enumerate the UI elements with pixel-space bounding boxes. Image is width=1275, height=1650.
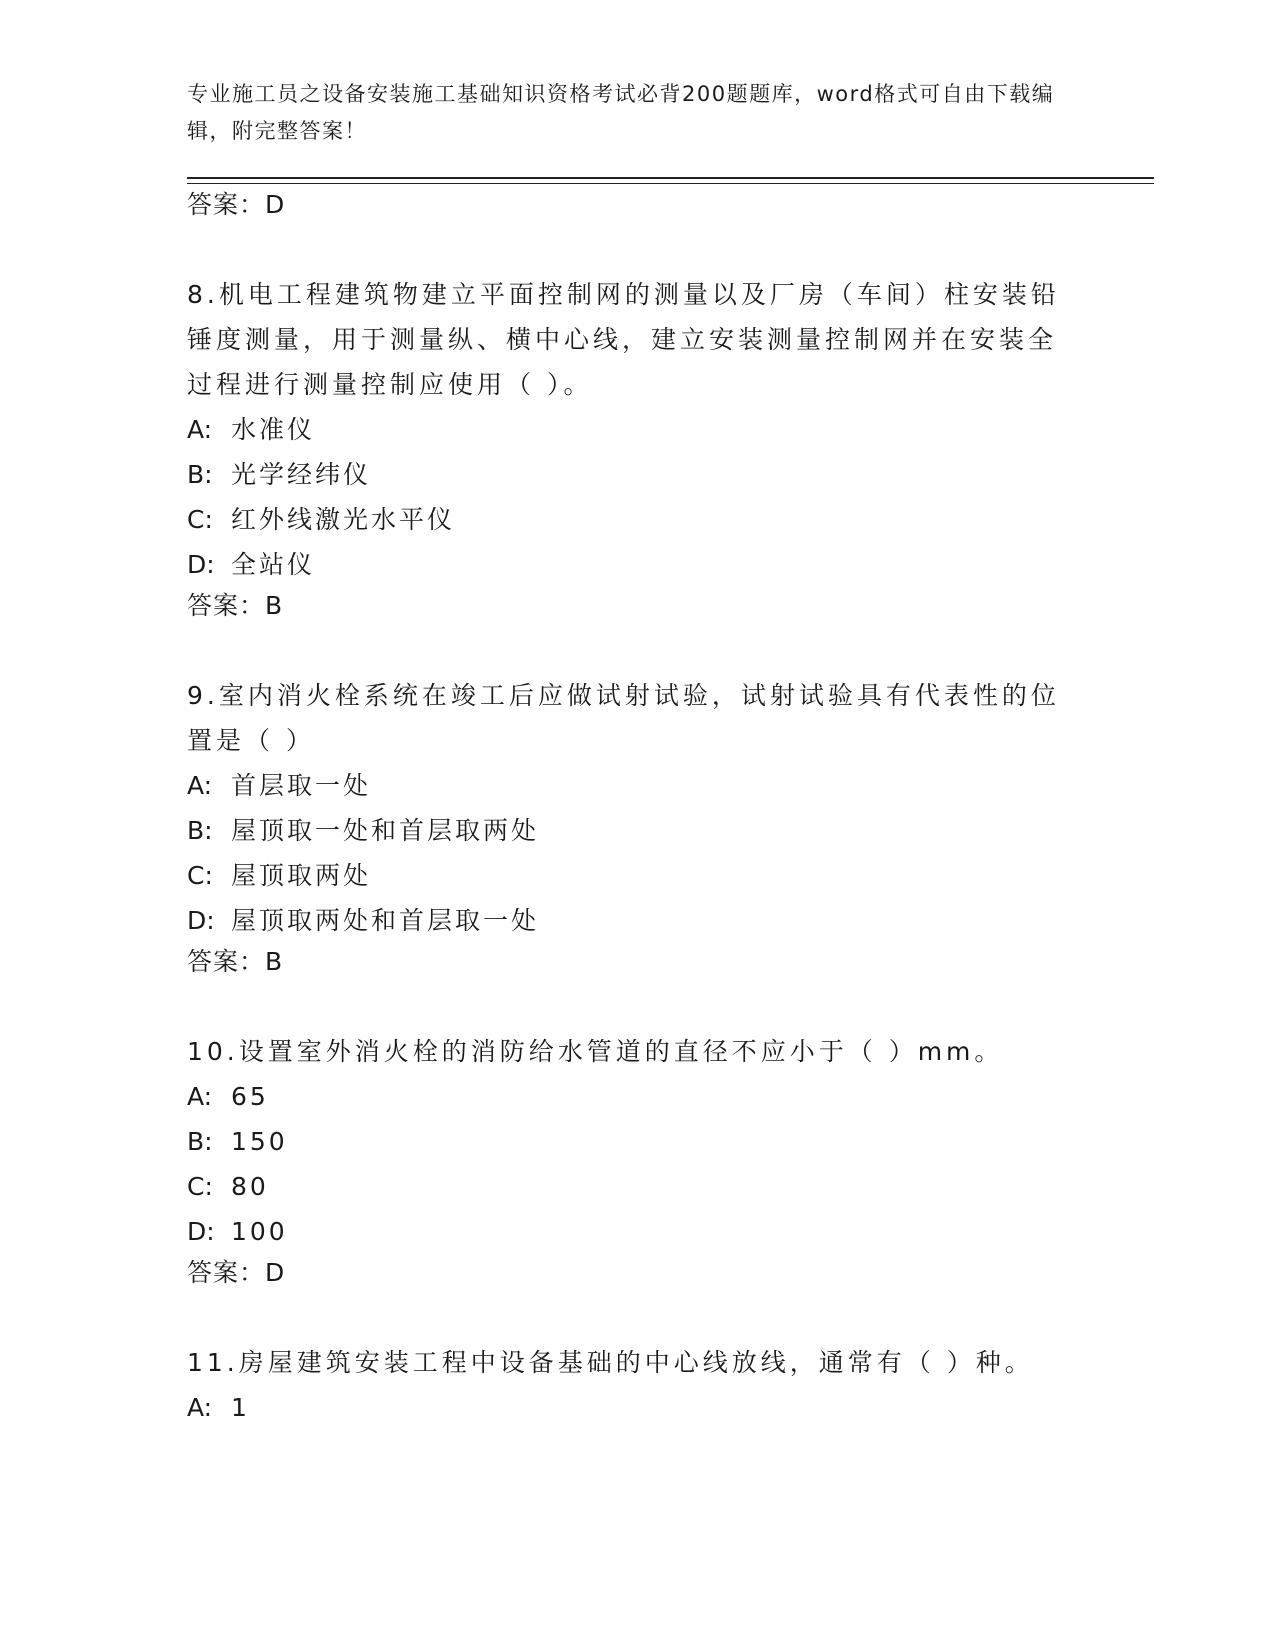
option-label: C:: [187, 861, 213, 890]
option-label: A:: [187, 771, 213, 800]
option-text: 红外线激光水平仪: [231, 505, 456, 534]
header-divider: [187, 177, 1154, 179]
option-c: [187, 497, 1087, 542]
option-c: [187, 853, 1087, 898]
option-c: [187, 1164, 1087, 1209]
option-text: 65: [231, 1082, 269, 1111]
option-label: D:: [187, 1217, 215, 1246]
option-text: 屋顶取两处和首层取一处: [231, 906, 540, 935]
question-text: 8.机电工程建筑物建立平面控制网的测量以及厂房（车间）柱安装铅锤度测量，用于测量纵、横中心线，建立安装测量控制网并在安装全过程进行测量控制应使用（ ）。: [187, 280, 1060, 399]
option-d: [187, 1209, 1087, 1254]
question-block: [187, 1340, 1087, 1430]
option-text: 1: [231, 1393, 250, 1422]
question-text: 11.房屋建筑安装工程中设备基础的中心线放线，通常有（ ）种。: [187, 1348, 1034, 1377]
answer-line: 答案：D: [187, 190, 286, 219]
option-text: 屋顶取两处: [231, 861, 372, 890]
option-a: [187, 1074, 1087, 1119]
answer-line: 答案：D: [187, 1258, 286, 1287]
option-label: A:: [187, 1393, 213, 1422]
question-block: [187, 1029, 1087, 1292]
option-label: A:: [187, 1082, 213, 1111]
option-label: C:: [187, 505, 213, 534]
option-label: D:: [187, 906, 215, 935]
option-label: B:: [187, 460, 213, 489]
option-a: [187, 407, 1087, 452]
option-label: C:: [187, 1172, 213, 1201]
option-label: D:: [187, 550, 215, 579]
option-b: [187, 1119, 1087, 1164]
option-label: B:: [187, 1127, 213, 1156]
option-b: [187, 808, 1087, 853]
option-label: A:: [187, 415, 213, 444]
option-d: [187, 542, 1087, 587]
header-divider-thin: [187, 183, 1154, 184]
option-text: 水准仪: [231, 415, 316, 444]
option-text: 首层取一处: [231, 771, 372, 800]
option-a: [187, 1385, 1087, 1430]
option-text: 光学经纬仪: [231, 460, 372, 489]
question-list: [187, 190, 1087, 1430]
option-a: [187, 763, 1087, 808]
option-text: 150: [231, 1127, 288, 1156]
document-header: 专业施工员之设备安装施工基础知识资格考试必背200题题库，word格式可自由下载编辑，附完整答案！: [187, 82, 1055, 143]
question-text: 10.设置室外消火栓的消防给水管道的直径不应小于（ ）mm。: [187, 1037, 1004, 1066]
question-block: [187, 272, 1087, 625]
option-text: 屋顶取一处和首层取两处: [231, 816, 540, 845]
option-text: 全站仪: [231, 550, 316, 579]
option-text: 80: [231, 1172, 269, 1201]
answer-line: 答案：B: [187, 591, 284, 620]
option-text: 100: [231, 1217, 288, 1246]
question-block: [187, 673, 1087, 981]
option-b: [187, 452, 1087, 497]
option-d: [187, 898, 1087, 943]
question-text: 9.室内消火栓系统在竣工后应做试射试验，试射试验具有代表性的位置是（ ）: [187, 681, 1060, 755]
answer-line: 答案：B: [187, 947, 284, 976]
option-label: B:: [187, 816, 213, 845]
